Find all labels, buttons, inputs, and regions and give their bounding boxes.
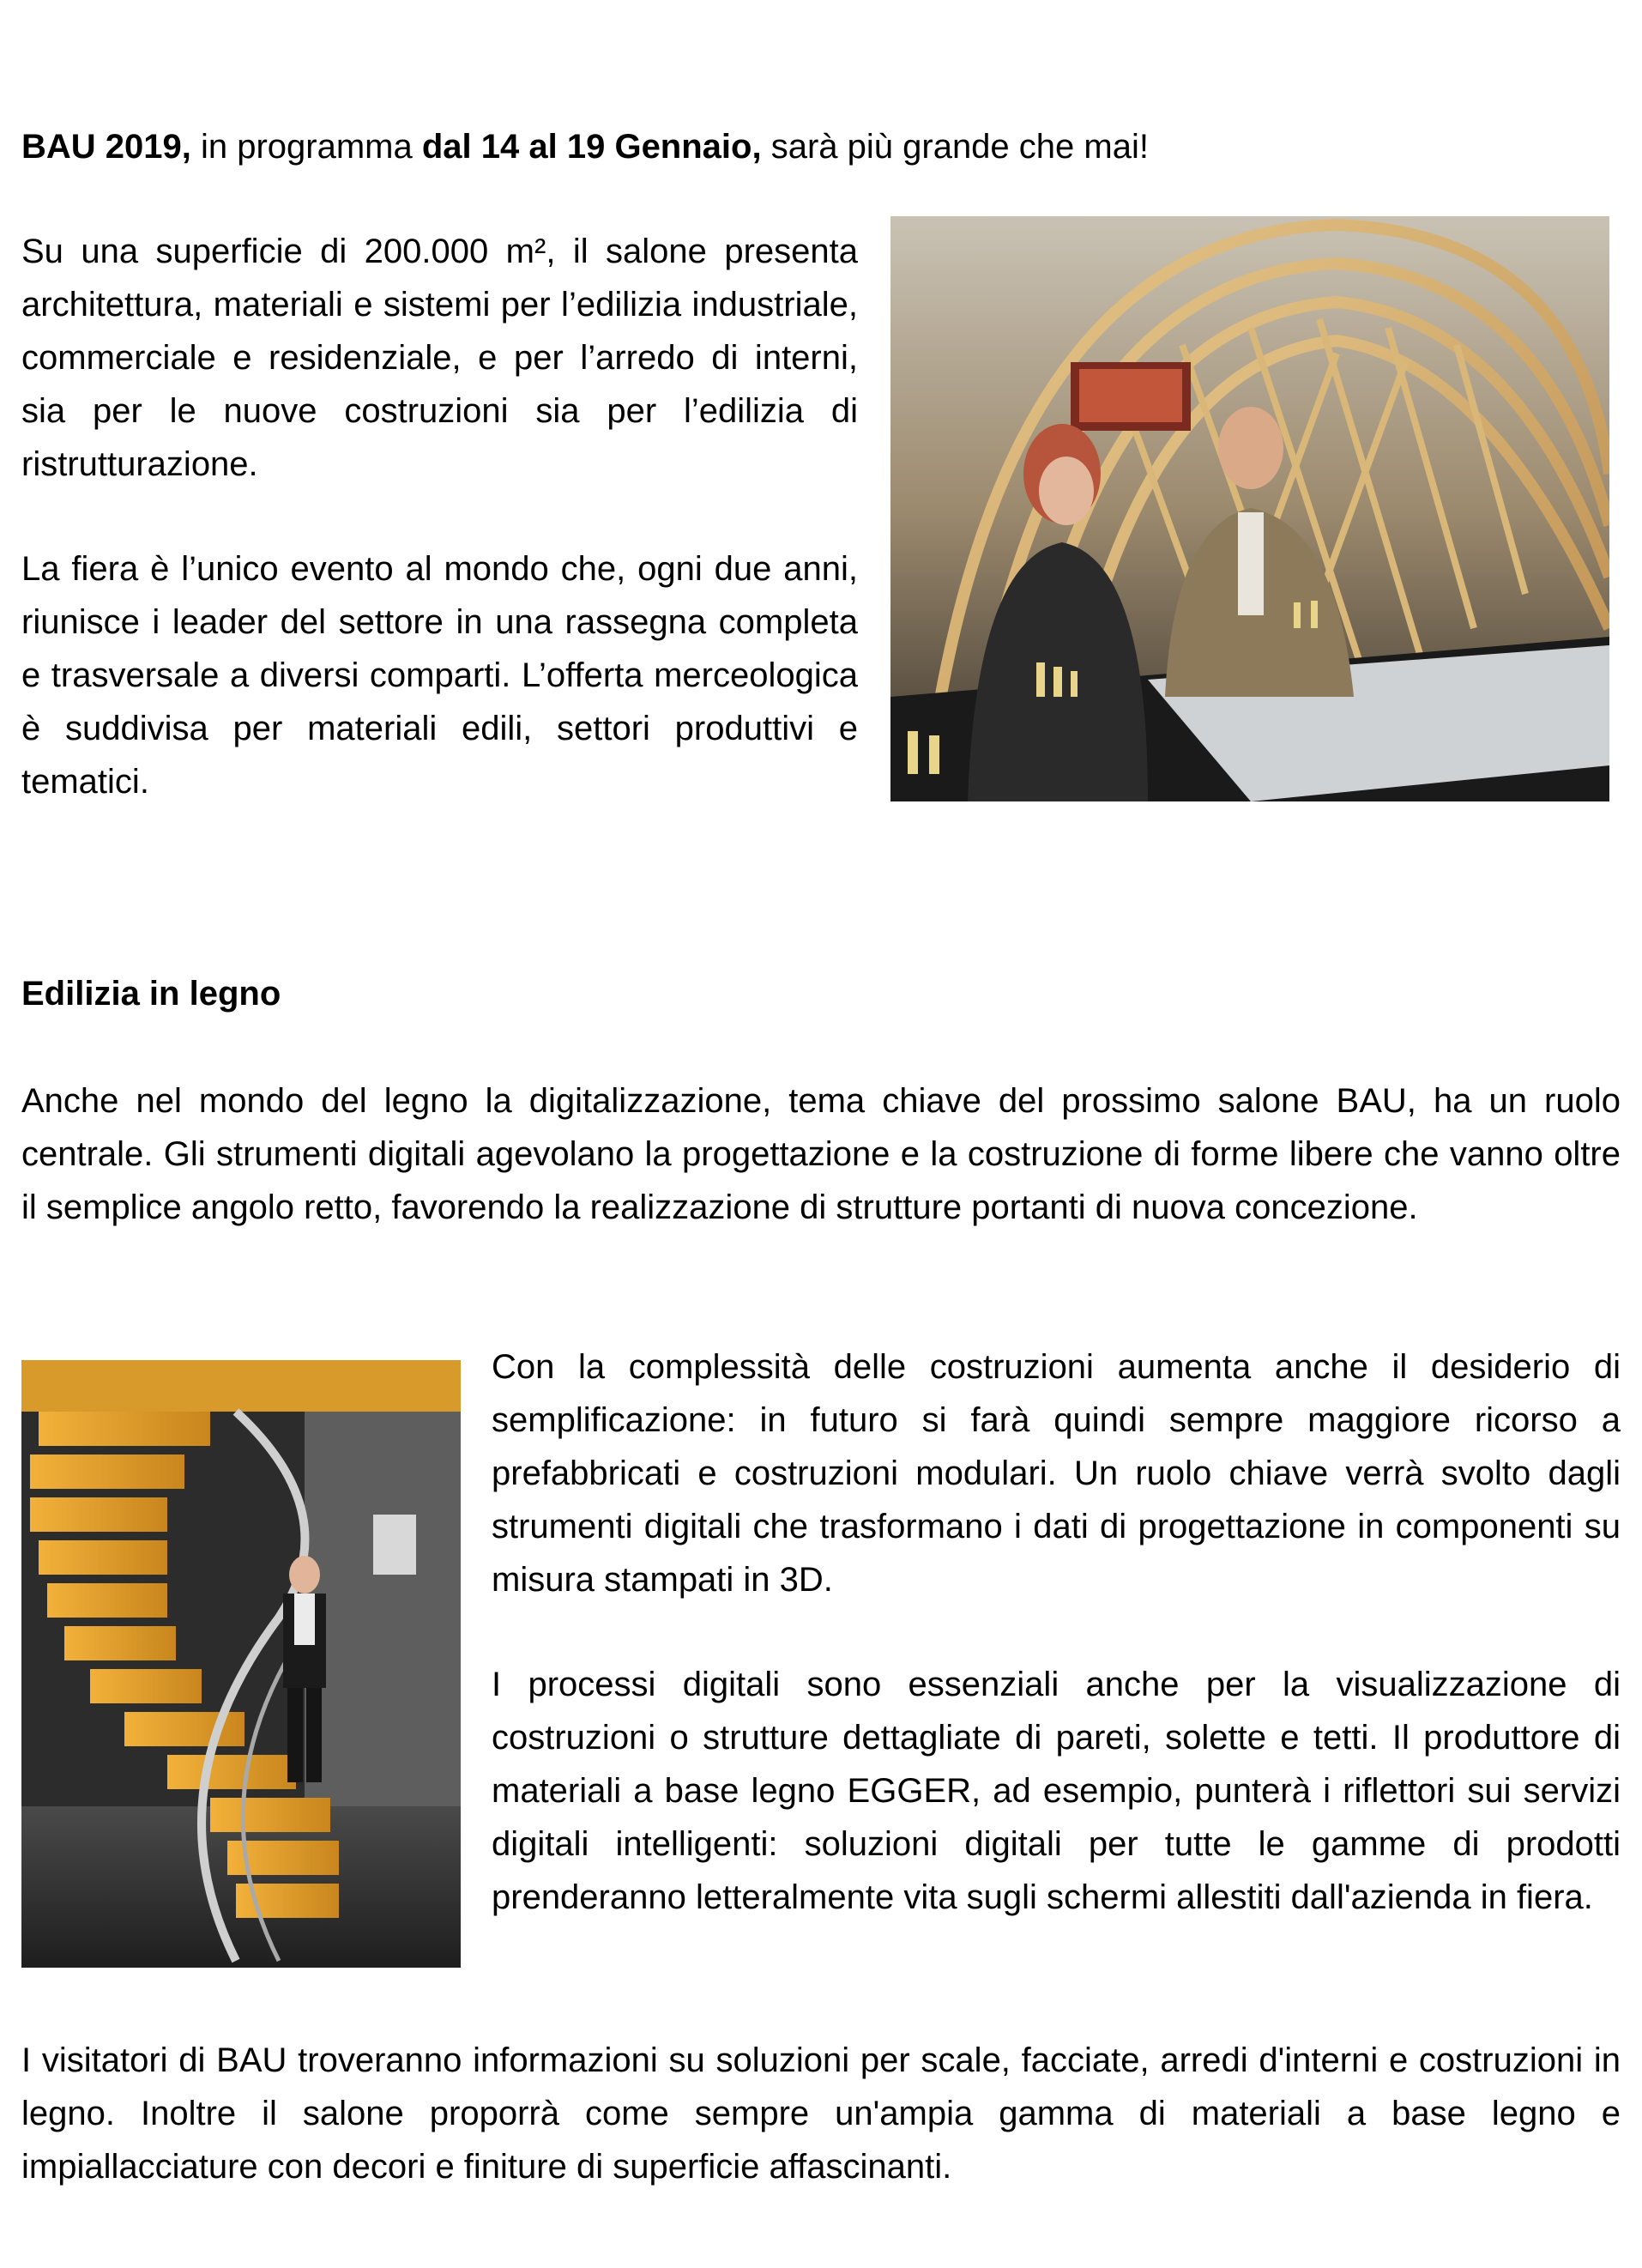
intro-text-1: in programma: [190, 128, 422, 166]
paragraph-2: La fiera è l’unico evento al mondo che, ogni due anni, riunisce i leader del settore in una rassegna completa e trasversale a diversi comparti. L’offerta merceologica è suddivisa per materiali edili, settori produttivi e tematici.: [21, 550, 858, 801]
paragraph-4: Con la complessità delle costruzioni aumenta anche il desiderio di semplificazione: in futuro si farà quindi sempre maggiore ricorso a prefabbricati e costruzioni modulari. Un ruolo chiave verrà svolto dagli strumenti digitali che trasformano i dati di progettazione in componenti su misura stampati in 3D.: [492, 1348, 1621, 1599]
paragraph-1: Su una superficie di 200.000 m², il salone presenta architettura, materiali e sistemi per l’edilizia industriale, commerciale e residenziale, e per l’arredo di interni, sia per le nuove costruzioni sia per l’edilizia di ristrutturazione.: [21, 233, 858, 483]
photo-spiral-staircase: [21, 1360, 461, 1968]
section-heading: Edilizia in legno: [21, 975, 281, 1013]
intro-text-2: sarà più grande che mai!: [761, 128, 1149, 166]
intro-event-name: BAU 2019,: [21, 128, 191, 166]
paragraph-3: Anche nel mondo del legno la digitalizzazione, tema chiave del prossimo salone BAU, ha un ruolo centrale. Gli strumenti digitali agevolano la progettazione e la costruzione di forme libere che vanno oltre il semplice angolo retto, favorendo la realizzazione di strutture portanti di nuova concezione.: [21, 1082, 1621, 1226]
paragraph-6: I visitatori di BAU troveranno informazioni su soluzioni per scale, facciate, arredi d'interni e costruzioni in legno. Inoltre il salone proporrà come sempre un'ampia gamma di materiali a base legno e impiallacciature con decori e finiture di superficie affascinanti.: [21, 2041, 1621, 2186]
photo-wooden-arch-exhibit: [890, 216, 1609, 801]
paragraph-5: I processi digitali sono essenziali anche per la visualizzazione di costruzioni o strutture dettagliate di pareti, solette e tetti. Il produttore di materiali a base legno EGGER, ad esempio, punterà i riflettori sui servizi digitali intelligenti: soluzioni digitali per tutte le gamme di prodotti prenderanno letteralmente vita sugli schermi allestiti dall'azienda in fiera.: [492, 1666, 1621, 1916]
intro-dates: dal 14 al 19 Gennaio,: [421, 128, 762, 166]
intro-line: [21, 120, 1308, 173]
